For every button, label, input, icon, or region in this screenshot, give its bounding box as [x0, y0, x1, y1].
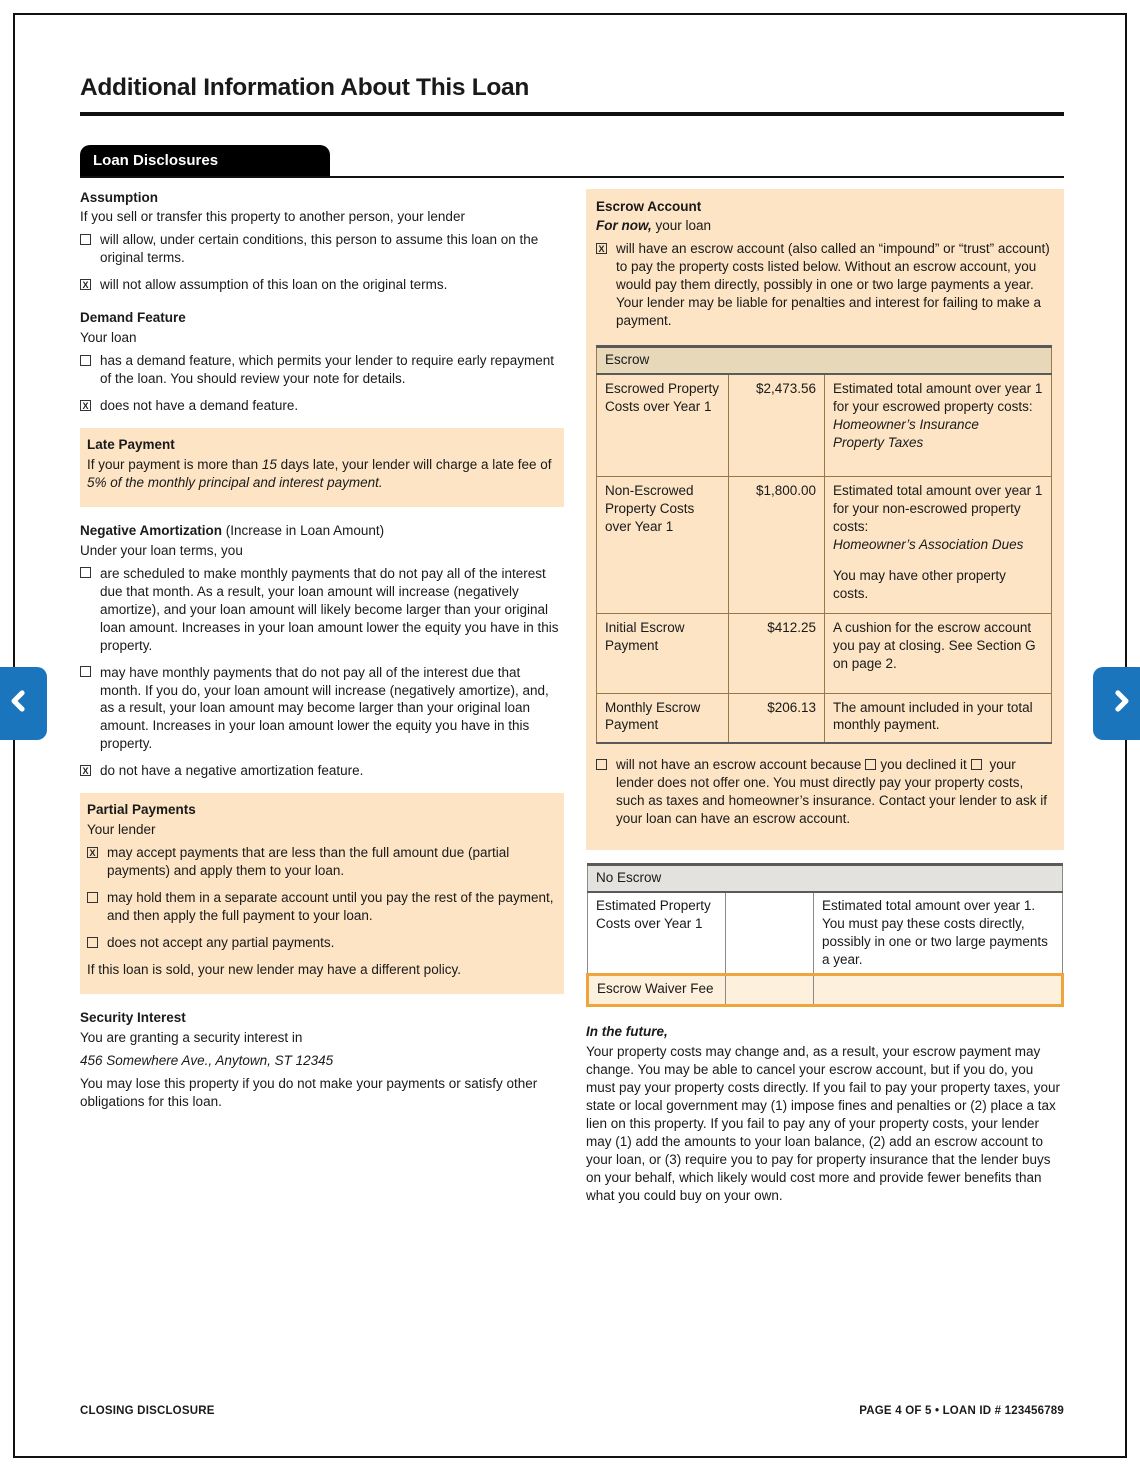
- description-text: Estimated total amount over year 1 for your escrowed property costs:: [833, 381, 1043, 415]
- checkbox-item: [596, 240, 1052, 330]
- checkbox-label: does not have a demand feature.: [100, 398, 299, 414]
- description-italic: Property Taxes: [833, 435, 924, 450]
- escrow-account-intro: [596, 217, 1052, 235]
- late-payment-heading: Late Payment: [87, 437, 175, 453]
- footer-document-name: CLOSING DISCLOSURE: [80, 1405, 215, 1417]
- security-interest-address: 456 Somewhere Ave., Anytown, ST 12345: [80, 1052, 334, 1068]
- next-page-button[interactable]: [1093, 667, 1140, 740]
- for-now-label: For now,: [596, 218, 652, 234]
- late-payment-fee: 5% of the monthly principal and interest payment.: [87, 474, 383, 490]
- row-label: Monthly Escrow Payment: [605, 699, 701, 733]
- checkbox[interactable]: X: [80, 400, 91, 411]
- label-text: your lender does not offer one. You must directly pay your property costs, such as taxes and homeowner’s insurance. Contact your lender to ask if your loan can have an escrow account.: [616, 757, 1047, 827]
- row-label: Escrow Waiver Fee: [588, 975, 726, 1006]
- checkbox[interactable]: [80, 666, 91, 677]
- chevron-right-icon: [1106, 686, 1136, 721]
- description-italic: Homeowner’s Insurance: [833, 417, 979, 433]
- checkbox[interactable]: [596, 759, 607, 770]
- row-description: [825, 374, 1052, 476]
- row-label: Estimated Property Costs over Year 1: [596, 898, 711, 932]
- checkbox[interactable]: [80, 234, 91, 245]
- late-payment-body: [87, 456, 554, 492]
- checkbox-item: [80, 352, 564, 388]
- row-label: Initial Escrow Payment: [597, 613, 729, 693]
- escrow-table-header-row: [597, 347, 1052, 374]
- checkbox-item: [87, 934, 554, 952]
- checkbox-label: are scheduled to make monthly payments that do not pay all of the interest due that month. As a result, your loan amount will increase (negatively amortize), and your loan amount will likely become larger than your original loan amount. Increases in your loan amount lower the equity you have in this property.: [100, 565, 559, 653]
- document-page: [80, 72, 1064, 1210]
- escrow-waiver-fee-row: [588, 975, 1063, 1006]
- label-text: you declined it: [880, 757, 967, 773]
- checkbox[interactable]: [87, 937, 98, 948]
- in-the-future-body: Your property costs may change and, as a result, your escrow payment may change. You may be able to cancel your escrow account, but if you do, you must pay your property costs directly. If you fail to pay your property taxes, your state or local government may (1) impose fines and penalties or (2) place a tax lien on this property. If you fail to pay any of your property costs, your lender may (1) add the amounts to your loan balance, (2) add an escrow account to your loan, or (3) require you to pay for property insurance that the lender buys on your behalf, which likely would cost more and provide fewer benefits than what you could buy on your own.: [586, 1043, 1060, 1203]
- security-interest-line: You are granting a security interest in: [80, 1029, 303, 1045]
- row-amount: $1,800.00: [729, 476, 825, 613]
- previous-page-button[interactable]: [0, 667, 47, 740]
- partial-payments-heading: Partial Payments: [87, 802, 196, 818]
- checkbox-item: [87, 844, 554, 880]
- row-amount: $206.13: [729, 693, 825, 743]
- table-row: [588, 892, 1063, 974]
- no-escrow-table: [586, 863, 1064, 1007]
- security-interest-heading: Security Interest: [80, 1009, 186, 1025]
- table-row: [597, 613, 1052, 693]
- demand-feature-intro: Your loan: [80, 330, 137, 346]
- checkbox-item: [80, 664, 564, 754]
- row-amount: $412.25: [729, 613, 825, 693]
- table-row: [597, 693, 1052, 743]
- section-tab-row: [80, 145, 1064, 178]
- row-description: Estimated total amount over year 1. You must pay these costs directly, possibly in one or two large payments a year.: [814, 892, 1063, 974]
- checkbox-label: has a demand feature, which permits your lender to require early repayment of the loan. You should review your note for details.: [100, 353, 554, 387]
- row-amount: [726, 892, 814, 974]
- checkbox[interactable]: X: [80, 765, 91, 776]
- checkbox-label: will not allow assumption of this loan on the original terms.: [100, 277, 448, 293]
- checkbox-label: will have an escrow account (also called an “impound” or “trust” account) to pay the property costs listed below. Without an escrow account, you would pay them directly, possibly in one or two large payments a year. Your lender may be liable for penalties and interest for failing to make a payment.: [616, 241, 1050, 329]
- checkbox[interactable]: X: [87, 847, 98, 858]
- row-label: Non-Escrowed Property Costs over Year 1: [597, 476, 729, 613]
- negative-amortization-heading-suffix: (Increase in Loan Amount): [222, 522, 385, 538]
- footer-page-info: PAGE 4 OF 5 • LOAN ID # 123456789: [859, 1405, 1064, 1417]
- partial-payments-intro: Your lender: [87, 822, 156, 838]
- checkbox[interactable]: [87, 892, 98, 903]
- assumption-intro: If you sell or transfer this property to another person, your lender: [80, 209, 465, 225]
- negative-amortization-intro: Under your loan terms, you: [80, 542, 243, 558]
- checkbox[interactable]: X: [80, 279, 91, 290]
- checkbox-label: do not have a negative amortization feature.: [100, 763, 364, 779]
- late-payment-days: 15: [261, 457, 277, 472]
- checkbox-item: [80, 231, 564, 267]
- late-payment-text: days late, your lender will charge a late fee of: [276, 457, 552, 472]
- partial-payments-highlight: [80, 793, 564, 994]
- escrow-account-highlight: [586, 189, 1064, 851]
- partial-payments-note: If this loan is sold, your new lender may have a different policy.: [87, 961, 461, 977]
- row-description: The amount included in your total monthly payment.: [825, 693, 1052, 743]
- late-payment-text: If your payment is more than: [87, 457, 262, 472]
- checkbox-item: [80, 565, 564, 655]
- security-interest-warning: You may lose this property if you do not make your payments or satisfy other obligations for this loan.: [80, 1075, 538, 1109]
- row-description: A cushion for the escrow account you pay at closing. See Section G on page 2.: [825, 613, 1052, 693]
- no-escrow-table-header: No Escrow: [588, 865, 1063, 892]
- checkbox-label: may accept payments that are less than the full amount due (partial payments) and apply them to your loan.: [107, 845, 510, 879]
- escrow-table: [596, 345, 1052, 744]
- checkbox-item: [596, 756, 1052, 828]
- checkbox[interactable]: [865, 759, 876, 770]
- title-rule: [80, 112, 1064, 116]
- description-italic: Homeowner’s Association Dues: [833, 536, 1024, 552]
- late-payment-highlight: [80, 428, 564, 507]
- checkbox-label: [616, 756, 1052, 828]
- page-footer: [80, 1404, 1064, 1419]
- escrow-table-header: Escrow: [597, 347, 1052, 374]
- chevron-left-icon: [4, 686, 34, 721]
- checkbox[interactable]: [971, 759, 982, 770]
- row-description: [825, 476, 1052, 613]
- left-column: [80, 189, 564, 1210]
- intro-rest: your loan: [651, 218, 712, 234]
- two-column-layout: [80, 189, 1064, 1210]
- in-the-future-heading: In the future,: [586, 1023, 668, 1039]
- row-amount: $2,473.56: [729, 374, 825, 476]
- checkbox-item: [80, 397, 564, 415]
- row-label: Escrowed Property Costs over Year 1: [597, 374, 729, 476]
- checkbox[interactable]: [80, 355, 91, 366]
- assumption-heading: Assumption: [80, 189, 159, 205]
- checkbox-label: may hold them in a separate account until you pay the rest of the payment, and then apply the full payment to your loan.: [107, 890, 554, 924]
- tab-loan-disclosures: Loan Disclosures: [80, 145, 330, 176]
- escrow-account-heading: Escrow Account: [596, 198, 702, 214]
- negative-amortization-heading-bold: Negative Amortization: [80, 522, 223, 538]
- label-text: will not have an escrow account because: [616, 757, 862, 773]
- description-note: You may have other property costs.: [833, 567, 1006, 601]
- table-row: [597, 476, 1052, 613]
- table-row: [597, 374, 1052, 476]
- page-title: Additional Information About This Loan: [80, 74, 530, 101]
- checkbox-item: [87, 889, 554, 925]
- checkbox-item: [80, 276, 564, 294]
- row-description: [814, 975, 1063, 1006]
- row-amount: [726, 975, 814, 1006]
- checkbox-label: may have monthly payments that do not pay all of the interest due that month. If you do, your loan amount will increase (negatively amortize), and, as a result, your loan amount may become larger than your original loan amount. Increases in your loan amount lower the equity you have in this property.: [100, 664, 549, 752]
- checkbox-label: will allow, under certain conditions, this person to assume this loan on the original terms.: [100, 232, 539, 266]
- demand-feature-heading: Demand Feature: [80, 310, 186, 326]
- right-column: [586, 189, 1064, 1210]
- checkbox[interactable]: [80, 567, 91, 578]
- checkbox-label: does not accept any partial payments.: [107, 935, 335, 951]
- checkbox-item: [80, 762, 564, 780]
- description-text: Estimated total amount over year 1 for your non-escrowed property costs:: [833, 482, 1043, 534]
- no-escrow-table-header-row: [588, 865, 1063, 892]
- checkbox[interactable]: X: [596, 243, 607, 254]
- negative-amortization-heading: [80, 522, 564, 540]
